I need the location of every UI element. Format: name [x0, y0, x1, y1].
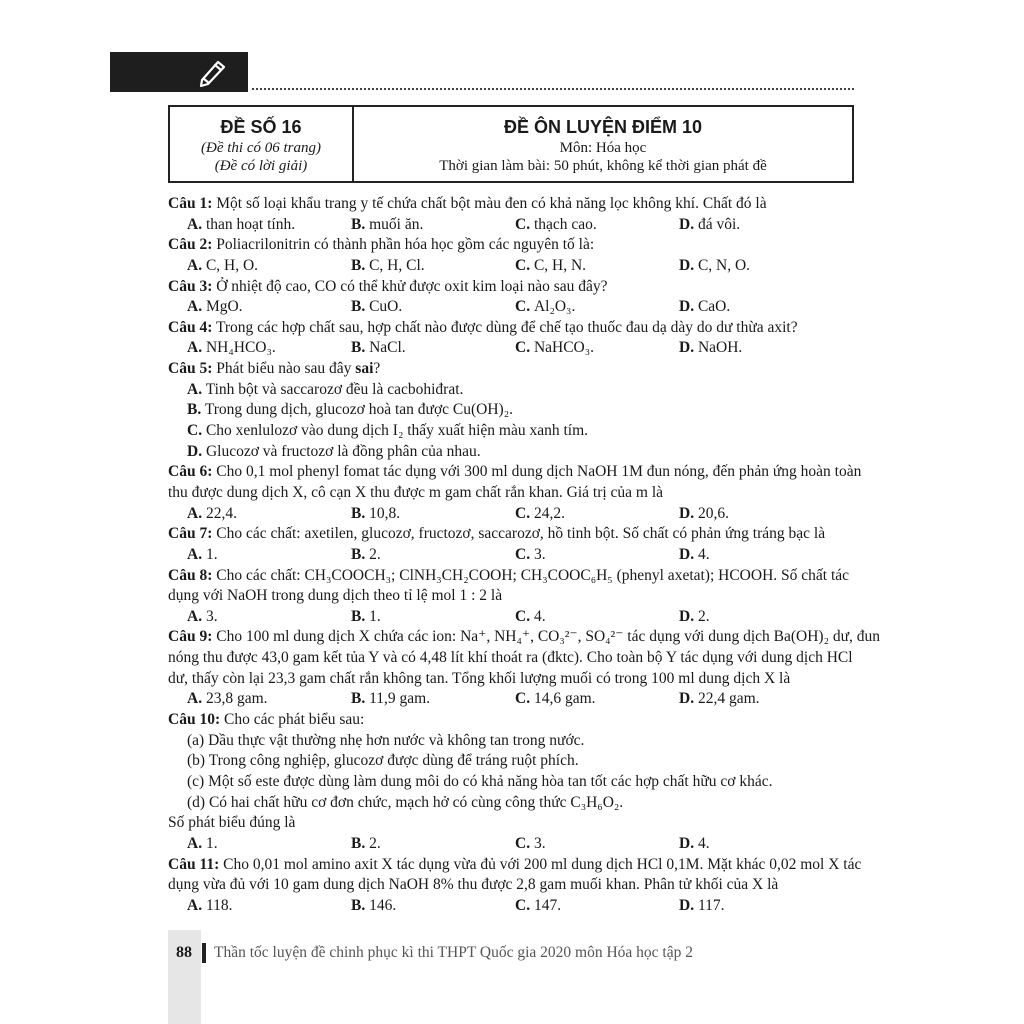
options-1: A. than hoạt tính. B. muối ăn. C. thạch cao. D. đá vôi. — [187, 215, 741, 233]
page-number: 88 — [176, 944, 192, 961]
question-4: Câu 4: Trong các hợp chất sau, hợp chất nào được dùng để chế tạo thuốc đau dạ dày do dư thừa axit? — [168, 318, 798, 336]
exam-info-cell — [170, 107, 354, 181]
solution-note: (Đề có lời giải) — [214, 158, 308, 174]
question-2: Câu 2: Poliacrilonitrin có thành phần hóa học gồm các nguyên tố là: — [168, 236, 595, 254]
exam-title-cell — [354, 107, 852, 181]
statement-5d: D. Glucozơ và fructozơ là đồng phân của nhau. — [187, 442, 481, 460]
statement-5c: C. Cho xenlulozơ vào dung dịch I₂ thấy xuất hiện màu xanh tím. — [187, 422, 589, 440]
options-6: A. 22,4. B. 10,8. C. 24,2. D. 20,6. — [187, 504, 729, 522]
question-3: Câu 3: Ở nhiệt độ cao, CO có thể khử được oxit kim loại nào sau đây? — [168, 277, 608, 295]
exam-number: ĐỀ SỐ 16 — [220, 117, 302, 137]
pencil-icon — [196, 56, 230, 88]
dotted-rule — [252, 88, 854, 90]
options-7: A. 1. B. 2. C. 3. D. 4. — [187, 545, 710, 563]
questions — [168, 194, 881, 916]
exam-header-box — [168, 105, 854, 183]
options-2: A. C, H, O. B. C, H, Cl. C. C, H, N. D. C, N, O. — [187, 256, 751, 274]
question-7: Câu 7: Cho các chất: axetilen, glucozơ, fructozơ, saccarozơ, hồ tinh bột. Số chất có phản ứng tráng bạc là — [168, 525, 826, 543]
pages-note: (Đề thi có 06 trang) — [201, 140, 321, 156]
statement-10d: (d) Có hai chất hữu cơ đơn chức, mạch hở có cùng công thức C₃H₆O₂. — [187, 793, 624, 811]
question-6-cont: thu được dung dịch X, cô cạn X thu được m gam chất rắn khan. Giá trị của m là — [168, 483, 664, 501]
options-4: A. NH₄HCO₃. B. NaCl. C. NaHCO₃. D. NaOH. — [187, 339, 743, 357]
question-10-tail: Số phát biểu đúng là — [168, 814, 296, 832]
options-3: A. MgO. B. CuO. C. Al₂O₃. D. CaO. — [187, 298, 731, 316]
statement-5a: A. Tinh bột và saccarozơ đều là cacbohiđrat. — [187, 380, 464, 398]
options-10: A. 1. B. 2. C. 3. D. 4. — [187, 834, 710, 852]
statement-10a: (a) Dầu thực vật thường nhẹ hơn nước và không tan trong nước. — [187, 731, 585, 749]
question-9-cont: nóng thu được 43,0 gam kết tủa Y và có 4,48 lít khí thoát ra (đktc). Cho toàn bộ Y tác dụng với dung dịch HCl — [168, 649, 853, 667]
question-5: Câu 5: Phát biểu nào sau đây sai? — [168, 360, 381, 378]
options-8: A. 3. B. 1. C. 4. D. 2. — [187, 607, 710, 625]
options-9: A. 23,8 gam. B. 11,9 gam. C. 14,6 gam. D. 22,4 gam. — [187, 690, 760, 708]
question-10: Câu 10: Cho các phát biểu sau: — [168, 711, 365, 729]
header-tab — [110, 52, 248, 92]
question-1: Câu 1: Một số loại khẩu trang y tế chứa chất bột màu đen có khả năng lọc không khí. Chất đó là — [168, 195, 767, 212]
question-8-cont: dụng với NaOH trong dung dịch theo tỉ lệ mol 1 : 2 là — [168, 587, 503, 605]
options-11: A. 118. B. 146. C. 147. D. 117. — [187, 896, 725, 914]
footer-text: Thần tốc luyện đề chinh phục kì thi THPT Quốc gia 2020 môn Hóa học tập 2 — [214, 944, 693, 961]
exam-subject: Môn: Hóa học — [559, 140, 647, 156]
statement-10c: (c) Một số este được dùng làm dung môi do có khả năng hòa tan tốt các hợp chất hữu cơ khác. — [187, 772, 773, 790]
statement-10b: (b) Trong công nghiệp, glucozơ được dùng để tráng ruột phích. — [187, 752, 579, 770]
question-11-cont: dụng vừa đủ với 10 gam dung dịch NaOH 8% thu được 2,8 gam muối khan. Phân tử khối của X là — [168, 876, 779, 894]
statement-5b: B. Trong dung dịch, glucozơ hoà tan được Cu(OH)₂. — [187, 401, 513, 419]
exam-time: Thời gian làm bài: 50 phút, không kể thời gian phát đề — [439, 158, 767, 174]
question-11: Câu 11: Cho 0,01 mol amino axit X tác dụng vừa đủ với 200 ml dung dịch HCl 0,1M. Mặt khác 0,02 mol X tác — [168, 855, 862, 873]
exam-title: ĐỀ ÔN LUYỆN ĐIỂM 10 — [503, 117, 703, 137]
question-9-cont2: dư, thấy còn lại 23,3 gam chất rắn không tan. Tổng khối lượng muối có trong 100 ml dung dịch X là — [168, 669, 791, 687]
page-footer — [176, 943, 693, 963]
footer-divider — [202, 943, 206, 963]
question-9: Câu 9: Cho 100 ml dung dịch X chứa các ion: Na⁺, NH₄⁺, CO₃²⁻, SO₄²⁻ tác dụng với dung dịch Ba(OH)₂ dư, đun — [168, 628, 881, 646]
question-8: Câu 8: Cho các chất: CH₃COOCH₃; ClNH₃CH₂COOH; CH₃COOC₆H₅ (phenyl axetat); HCOOH. Số chất tác — [168, 566, 850, 584]
question-6: Câu 6: Cho 0,1 mol phenyl fomat tác dụng với 300 ml dung dịch NaOH 1M đun nóng, đến phản ứng hoàn toàn — [168, 463, 862, 481]
